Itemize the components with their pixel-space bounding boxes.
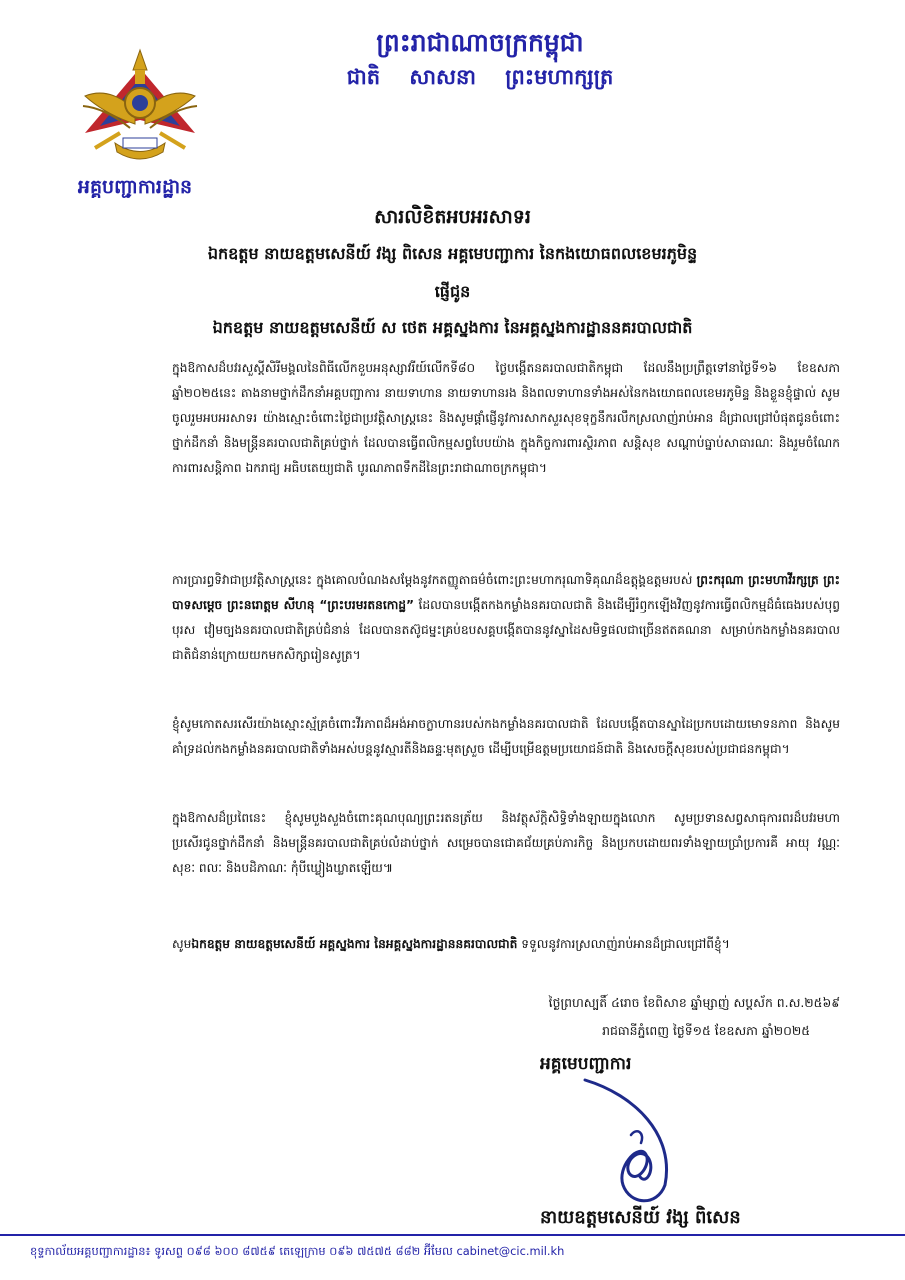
lunar-date: ថ្ងៃព្រហស្បតិ៍ ៤រោច ខែពិសាខ ឆ្នាំម្សាញ់ សប្តស័ក ព.ស.២៥៦៩ [548,995,840,1010]
letter-recipient: ឯកឧត្តម នាយឧត្តមសេនីយ៍ ស ថេត អគ្គស្នងការ នៃអគ្គស្នងការដ្ឋាននគរបាលជាតិ [212,318,693,337]
paragraph-2 [172,568,840,668]
army-emblem-logo [75,48,205,168]
paragraph-5-start: សូម [172,937,192,951]
paragraph-2-end: ដែលបានបង្កើតកងកម្លាំងនគរបាលជាតិ និងដើម្បីរំឭកឡើងវិញនូវការធ្វើពលិកម្មដ៏ធំធេងរបស់បុព្វបុរស វៀមច្បងនគរបាលជាតិគ្រប់ជំនាន់ ដែលបានតស៊ូជម្នះគ្រប់ឧបសគ្គបង្កើតបាននូវស្នាដៃសមិទ្ធផលជាច្រើនឥតគណនា សម្រាប់កងកម្លាំងនគរបាលជាតិជំនាន់ក្រោយយកមកសិក្សារៀនសូត្រ។ [172,598,840,662]
handwritten-signature [545,1075,695,1210]
signature-title: អគ្គមេបញ្ជាការ [540,1054,632,1074]
org-name: អគ្គបញ្ជាការដ្ឋាន [77,176,193,198]
paragraph-5-recipient: ឯកឧត្តម នាយឧត្តមសេនីយ៍ អគ្គស្នងការ នៃអគ្គស្នងការដ្ឋាននគរបាលជាតិ [191,937,518,951]
paragraph-2-start: ការប្រារព្ធទិវាជាប្រវត្តិសាស្ត្រនេះ ក្នុងគោលបំណងសម្តែងនូវកតញ្ញូតាធម៌ចំពោះព្រះមហាករុណាទិគុណដ៏ឧត្តុង្គឧត្តមរបស់ [172,573,697,587]
footer-contact-text: ខុទ្ទកាល័យអគ្គបញ្ជាការដ្ឋាន៖ ទូរសព្ទ ០៩៨ ៦០០ ៨៧៥៩ តេឡេក្រាម ០៩៦ ៧៥៧៥ ៨៨២ អ៊ីមែល [30,1244,453,1258]
national-motto: ជាតិ សាសនា ព្រះមហាក្សត្រ [346,65,614,89]
footer-contact [30,1244,890,1261]
footer-email-link[interactable]: cabinet@cic.mil.kh [456,1244,565,1258]
paragraph-2-king-title: ព្រះករុណា ព្រះមហាវីរក្សត្រ ព្រះបាទសម្តេច ព្រះនរោត្តម សីហនុ “ព្រះបរមរតនកោដ្ឋ” [172,573,840,612]
paragraph-1: ក្នុងឱកាសដ៏បវរសួស្តីសិរីមង្គលនៃពិធីលើកខួបអនុស្សាវរីយ៍លើកទី៨០ ថ្ងៃបង្កើតនគរបាលជាតិកម្ពុជា ដែលនឹងប្រព្រឹត្តទៅនាថ្ងៃទី១៦ ខែឧសភា ឆ្នាំ២០២៥នេះ តាងនាមថ្នាក់ដឹកនាំអគ្គបញ្ជាការ នាយទាហាន នាយទាហានរង និងពលទាហានទាំងអស់នៃកងយោធពលខេមរភូមិន្ទ និងខ្លួនខ្ញុំផ្ទាល់ សូមចូលរួមអបអរសាទរ យ៉ាងស្មោះចំពោះថ្ងៃជាប្រវត្តិសាស្ត្រនេះ និងសូមផ្តាំផ្ញើនូវការសាកសួរសុខទុក្ខនឹករលឹកស្រលាញ់រាប់អាន ដ៏ជ្រាលជ្រៅបំផុតជូនចំពោះថ្នាក់ដឹកនាំ និងមន្ត្រីនគរបាលជាតិគ្រប់ថ្នាក់ ដែលបានធ្វើពលិកម្មសព្វបែបយ៉ាង ក្នុងកិច្ចការពារស្ថិរភាព សន្តិសុខ សណ្តាប់ធ្នាប់សាធារណៈ និងរួមចំណែកការពារសន្តិភាព ឯករាជ្យ អធិបតេយ្យជាតិ បូរណភាពទឹកដីនៃព្រះរាជាណាចក្រកម្ពុជា។ [172,361,840,475]
paragraph-3: ខ្ញុំសូមកោតសរសើរយ៉ាងស្មោះស្ម័គ្រចំពោះវីរភាពដ៏អង់អាចក្លាហានរបស់កងកម្លាំងនគរបាលជាតិ ដែលបង្កើតបានស្នាដៃប្រកបដោយមោទនភាព និងសូមគាំទ្រដល់កងកម្លាំងនគរបាលជាតិទាំងអស់បន្តនូវស្មារតីនិងឆន្ទៈមុតស្រួច ដើម្បីបម្រើឧត្តមប្រយោជន៍ជាតិ និងសេចក្តីសុខរបស់ប្រជាជនកម្ពុជា។ [172,717,840,756]
letter-sent-to: ផ្ញើជូន [434,282,471,301]
letter-sender: ឯកឧត្តម នាយឧត្តមសេនីយ៍ វង្ស ពិសេន អគ្គមេបញ្ជាការ នៃកងយោធពលខេមរភូមិន្ទ [207,244,698,263]
kingdom-heading: ព្រះរាជាណាចក្រកម្ពុជា [376,28,584,57]
solar-date: រាជធានីភ្នំពេញ ថ្ងៃទី១៥ ខែឧសភា ឆ្នាំ២០២៥ [602,1023,810,1038]
paragraph-5-end: ទទួលនូវការស្រលាញ់រាប់អានដ៏ជ្រាលជ្រៅពីខ្ញុំ។ [517,937,730,951]
paragraph-4: ក្នុងឱកាសដ៏ប្រពៃនេះ ខ្ញុំសូមបួងសួងចំពោះគុណបុណ្យព្រះរតនត្រ័យ និងវត្ថុស័ក្តិសិទ្ធិទាំងឡាយក្នុងលោក សូមប្រទានសព្វសាធុការពរដ៏បវរមហាប្រសើរជូនថ្នាក់ដឹកនាំ និងមន្ត្រីនគរបាលជាតិគ្រប់លំដាប់ថ្នាក់ សម្រេចបានជោគជ័យគ្រប់ភារកិច្ច និងប្រកបដោយពរទាំងឡាយប្រាំប្រការគឺ អាយុ វណ្ណៈ សុខៈ ពលៈ និងបដិភាណៈ កុំបីឃ្លៀងឃ្លាតឡើយ៕ [172,811,840,875]
signer-name: នាយឧត្តមសេនីយ៍ វង្ស ពិសេន [540,1207,741,1228]
footer-divider [0,1234,905,1236]
letter-title: សារលិខិតអបអរសាទរ [374,206,531,228]
paragraph-5 [172,932,840,957]
